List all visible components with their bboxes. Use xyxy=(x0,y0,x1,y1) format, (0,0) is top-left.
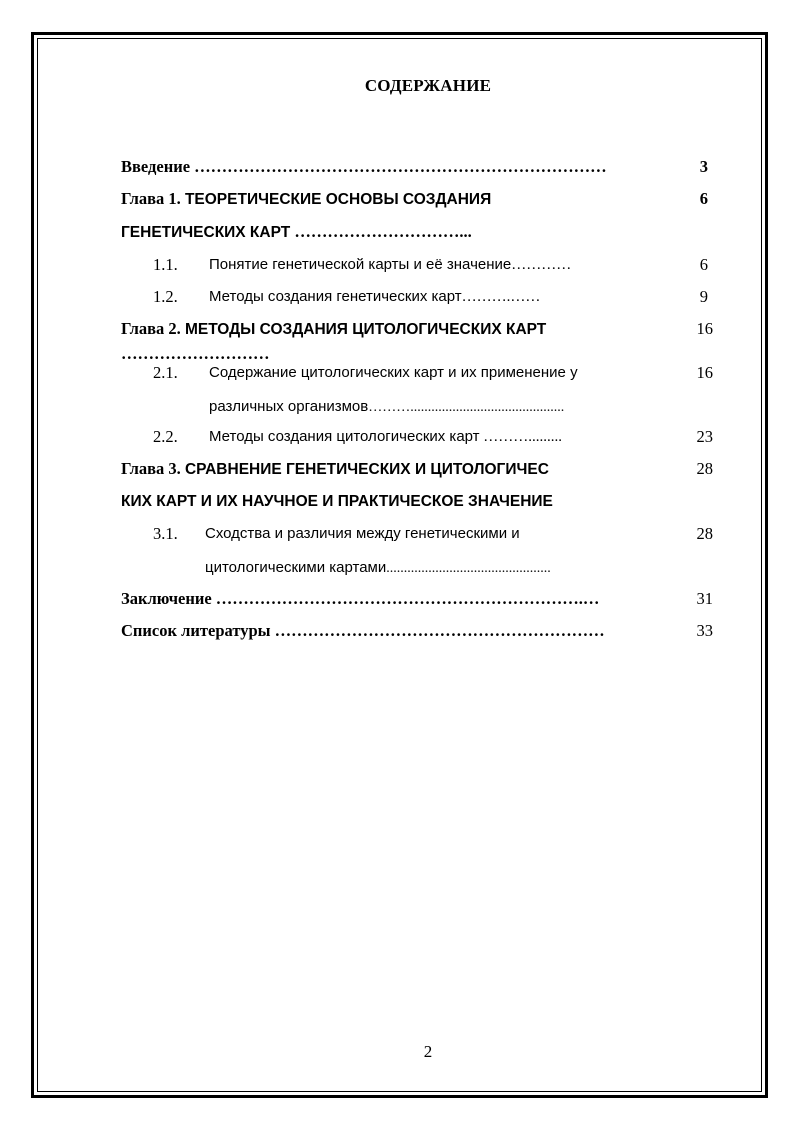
toc-chapter-2-title: МЕТОДЫ СОЗДАНИЯ ЦИТОЛОГИЧЕСКИХ КАРТ xyxy=(184,321,547,338)
toc-conclusion[interactable] xyxy=(121,589,599,609)
toc-section-1-1[interactable] xyxy=(153,255,572,275)
toc-section-1-2[interactable] xyxy=(153,287,541,307)
toc-section-2-2[interactable] xyxy=(153,427,563,447)
toc-section-2-1-title: Содержание цитологических карт и их применение у xyxy=(209,364,578,381)
toc-section-1-1-dots: ………… xyxy=(511,257,572,273)
toc-chapter-3-title-line2: КИХ КАРТ И ИХ НАУЧНОЕ И ПРАКТИЧЕСКОЕ ЗНАЧЕНИЕ xyxy=(121,493,553,510)
toc-section-1-1-title: Понятие генетической карты и её значение xyxy=(209,256,512,273)
toc-section-2-2-dots: ………......... xyxy=(479,429,563,445)
toc-section-3-1-dots: ............................................... xyxy=(386,561,551,576)
toc-chapter-2-label: Глава 2. xyxy=(121,319,181,338)
toc-conclusion-dots: ………………………………………………………….… xyxy=(215,589,600,608)
toc-section-2-2-title: Методы создания цитологических карт xyxy=(209,428,480,445)
toc-section-1-1-number: 1.1. xyxy=(153,255,178,274)
toc-references-label: Список литературы xyxy=(121,621,271,640)
toc-chapter-2[interactable] xyxy=(121,319,546,340)
toc-conclusion-label: Заключение xyxy=(121,589,212,608)
toc-section-1-2-title: Методы создания генетических карт xyxy=(209,288,462,305)
toc-chapter-2-page: 16 xyxy=(696,319,713,338)
toc-chapter-1[interactable] xyxy=(121,189,491,210)
toc-chapter-3[interactable] xyxy=(121,459,549,480)
toc-intro-page: 3 xyxy=(699,157,708,176)
document-title: СОДЕРЖАНИЕ xyxy=(364,76,492,95)
toc-section-1-2-page: 9 xyxy=(699,287,708,306)
toc-section-2-1-number: 2.1. xyxy=(153,363,178,382)
toc-chapter-1-page: 6 xyxy=(699,189,708,208)
toc-section-1-2-dots: ……….…… xyxy=(461,289,541,305)
toc-intro-dots: ………………………………………………………………… xyxy=(194,157,607,176)
toc-section-1-2-number: 1.2. xyxy=(153,287,178,306)
toc-intro-label: Введение xyxy=(121,157,191,176)
toc-chapter-3-label: Глава 3. xyxy=(121,459,181,478)
toc-chapter-3-page: 28 xyxy=(696,459,713,478)
toc-section-2-2-number: 2.2. xyxy=(153,427,178,446)
toc-chapter-1-dots: …………………………... xyxy=(294,222,472,241)
toc-section-2-1-title-line2: различных организмов xyxy=(209,398,369,415)
toc-references-dots: …………………………………………………… xyxy=(274,621,605,640)
toc-references[interactable] xyxy=(121,621,605,641)
toc-chapter-3-line2 xyxy=(121,491,553,512)
toc-section-3-1-page: 28 xyxy=(696,524,713,543)
toc-section-2-1[interactable] xyxy=(153,363,578,383)
toc-section-3-1[interactable] xyxy=(153,524,520,544)
toc-chapter-1-title-line2: ГЕНЕТИЧЕСКИХ КАРТ xyxy=(121,224,291,241)
toc-section-3-1-title: Сходства и различия между генетическими и xyxy=(205,525,520,542)
toc-conclusion-page: 31 xyxy=(696,589,713,608)
toc-section-2-1-line2 xyxy=(209,396,564,418)
toc-section-1-1-page: 6 xyxy=(699,255,708,274)
toc-chapter-1-line2 xyxy=(121,222,472,243)
toc-chapter-1-title-line1: ТЕОРЕТИЧЕСКИЕ ОСНОВЫ СОЗДАНИЯ xyxy=(184,191,492,208)
toc-section-2-2-page: 23 xyxy=(696,427,713,446)
toc-chapter-1-label: Глава 1. xyxy=(121,189,181,208)
toc-section-2-1-dots: ………............................................ xyxy=(368,400,565,415)
toc-section-3-1-line2 xyxy=(205,557,551,579)
toc-chapter-3-title-line1: СРАВНЕНИЕ ГЕНЕТИЧЕСКИХ И ЦИТОЛОГИЧЕС xyxy=(184,461,549,478)
toc-section-3-1-title-line2: цитологическими картами xyxy=(205,559,387,576)
toc-section-2-1-page: 16 xyxy=(696,363,713,382)
toc-section-3-1-number: 3.1. xyxy=(153,524,178,543)
toc-references-page: 33 xyxy=(696,621,713,640)
toc-chapter-2-dots: ……………………… xyxy=(121,344,270,363)
toc-intro[interactable] xyxy=(121,157,607,177)
page-number: 2 xyxy=(423,1042,433,1061)
